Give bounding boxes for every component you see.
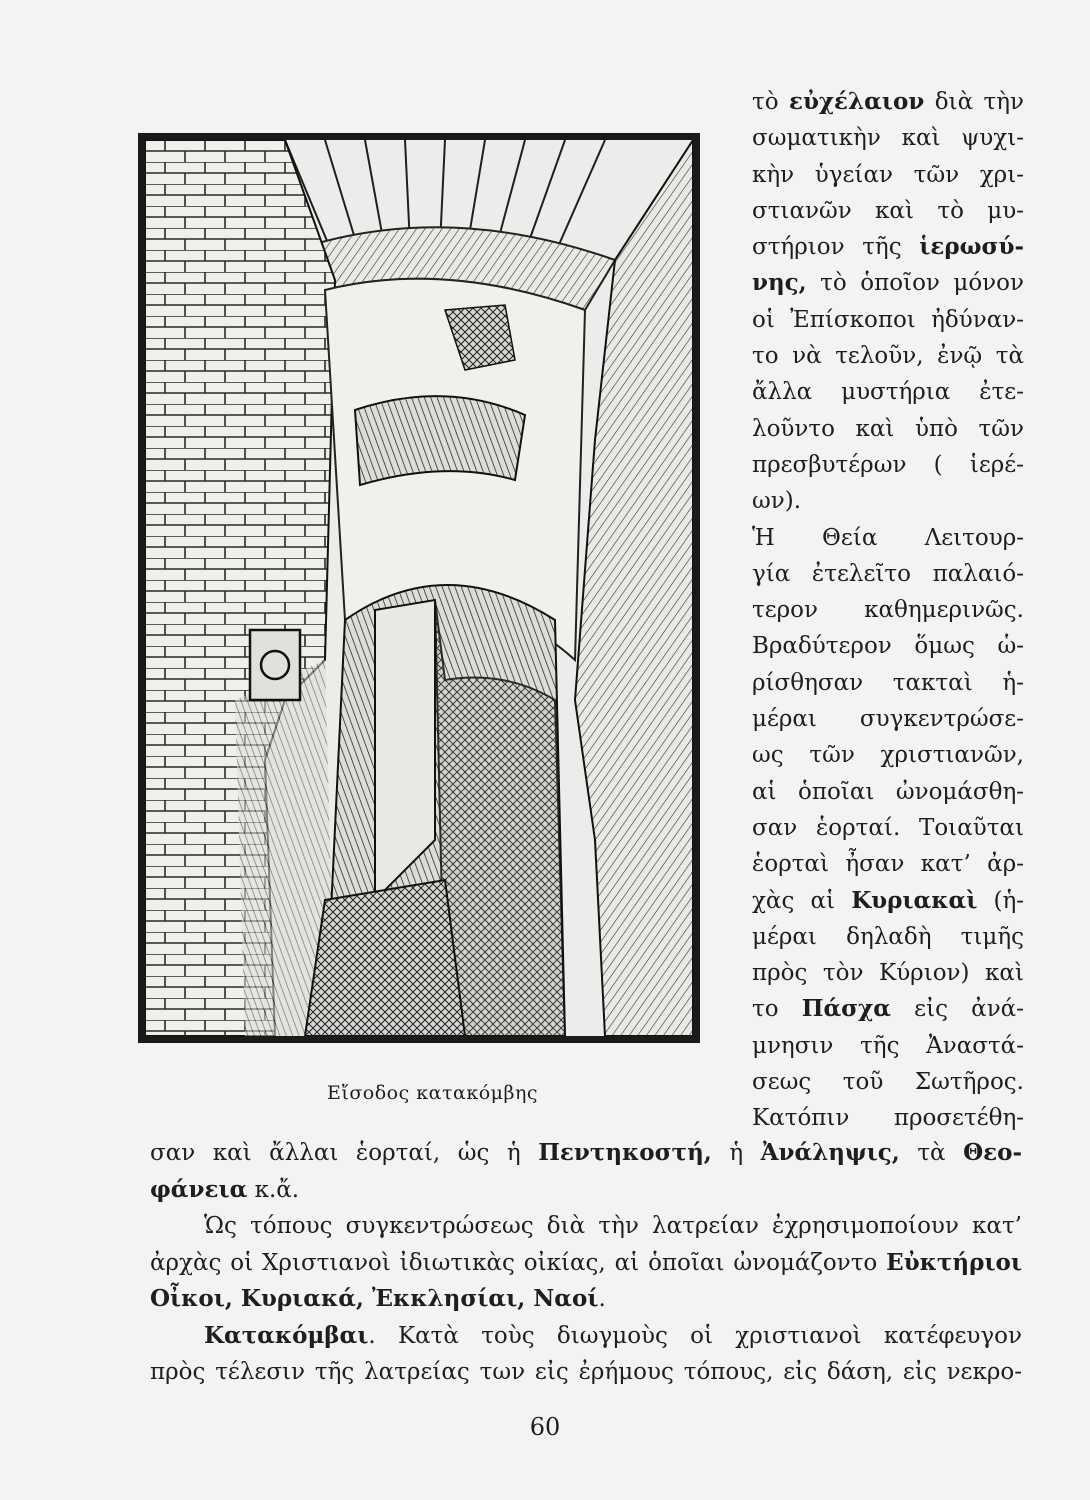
right-column-text	[752, 84, 1024, 1137]
text-line	[752, 846, 1024, 882]
page-number: 60	[529, 1413, 561, 1441]
bold-term: Θεο-	[963, 1139, 1022, 1166]
text-run: πρεσβυτέρων ( ἱερέ-	[752, 451, 1024, 478]
text-line	[752, 955, 1024, 991]
text-run: τὸ	[752, 89, 789, 115]
text-line	[150, 1318, 1022, 1355]
text-run: σεως τοῦ Σωτῆρος.	[752, 1069, 1024, 1096]
text-run: λοῦντο καὶ ὑπὸ τῶν	[752, 415, 1024, 442]
text-line	[752, 556, 1024, 592]
text-run: ἄλλα μυστήρια ἐτε-	[752, 379, 1024, 406]
text-run: ων).	[752, 488, 802, 515]
text-run: κὴν ὑγείαν τῶν χρι-	[752, 161, 1024, 188]
text-line	[752, 411, 1024, 447]
figure-caption: Εἴσοδος κατακόμβης	[327, 1082, 539, 1104]
text-line	[150, 1135, 1022, 1172]
text-run: το νὰ τελοῦν, ἐνῷ τὰ	[752, 343, 1024, 370]
text-line	[752, 1100, 1024, 1136]
text-line	[752, 919, 1024, 955]
text-run: ως τῶν χριστιανῶν,	[752, 742, 1024, 769]
text-line	[752, 701, 1024, 737]
text-run: σαν ἑορταί. Τοιαῦται	[752, 814, 1024, 841]
catacomb-illustration	[138, 133, 700, 1043]
text-line	[752, 84, 1024, 120]
text-run: κ.ἄ.	[247, 1176, 300, 1203]
text-line	[752, 265, 1024, 301]
bold-term: Οἶκοι, Κυριακά, Ἐκκλησίαι, Ναοί	[150, 1285, 599, 1312]
text-line	[752, 483, 1024, 519]
text-line	[752, 193, 1024, 229]
text-run: ἑορταὶ ἦσαν κατ’ ἀρ-	[752, 851, 1024, 878]
text-line	[752, 774, 1024, 810]
text-line	[752, 120, 1024, 156]
text-run: οἱ Ἐπίσκοποι ἠδύναν-	[752, 306, 1024, 333]
text-run: μέραι συγκεντρώσε-	[752, 706, 1024, 733]
text-line	[752, 592, 1024, 628]
text-line	[752, 520, 1024, 556]
bold-term: Πεντηκοστή,	[538, 1139, 712, 1166]
text-line	[150, 1172, 1022, 1209]
text-run: . Κατὰ τοὺς διωγμοὺς οἱ χριστιανοὶ κατέφευγον	[368, 1322, 1022, 1349]
text-run: στιανῶν καὶ τὸ μυ-	[752, 197, 1024, 224]
full-width-text	[150, 1135, 1022, 1391]
text-run: μέραι δηλαδὴ τιμῆς	[752, 923, 1024, 950]
text-run: Κατόπιν προσετέθη-	[752, 1105, 1024, 1132]
text-run: .	[598, 1286, 606, 1312]
text-run: σαν καὶ ἄλλαι ἑορταί, ὡς ἡ	[150, 1140, 539, 1166]
bold-term: ἱερωσύ-	[919, 233, 1024, 261]
text-line	[752, 374, 1024, 410]
text-run: ἡ	[711, 1140, 761, 1166]
bold-term: νης,	[752, 269, 807, 297]
text-line	[752, 628, 1024, 664]
text-run: αἱ ὁποῖαι ὠνομάσθη-	[752, 778, 1024, 805]
text-run: τὸ ὁποῖον μόνον	[806, 270, 1024, 297]
text-run: χὰς αἱ	[752, 887, 852, 914]
text-run: το	[752, 996, 802, 1023]
text-run: (ἡ-	[977, 887, 1024, 914]
text-line	[752, 302, 1024, 338]
bold-term: εὐχέλαιον	[788, 88, 925, 115]
text-line	[752, 338, 1024, 374]
text-run: σωματικὴν καὶ ψυχι-	[752, 125, 1024, 152]
text-run: Ὡς τόπους συγκεντρώσεως διὰ τὴν λατρείαν ἐχρησιμοποίουν κατ’	[204, 1213, 1022, 1239]
text-run: ἀρχὰς οἱ Χριστιανοὶ ἰδιωτικὰς οἰκίας, αἱ ὁποῖαι ὠνομάζοντο	[150, 1249, 887, 1276]
text-run: διὰ τὴν	[924, 89, 1024, 115]
text-line	[752, 737, 1024, 773]
bold-term: Κυριακαὶ	[851, 886, 978, 914]
text-run: πρὸς τὸν Κύριον) καὶ	[752, 960, 1024, 987]
text-line	[752, 157, 1024, 193]
text-line	[752, 810, 1024, 846]
text-line	[752, 665, 1024, 701]
bold-term: φάνεια	[150, 1175, 248, 1203]
text-line	[752, 1064, 1024, 1100]
text-run: Ἡ Θεία Λειτουρ-	[752, 524, 1024, 551]
text-run: τὰ	[899, 1140, 964, 1166]
text-run: Βραδύτερον ὅμως ὡ-	[752, 633, 1024, 660]
text-line	[150, 1354, 1022, 1391]
text-run: εἰς ἀνά-	[890, 996, 1024, 1023]
text-line	[150, 1281, 1022, 1318]
catacomb-drawing	[145, 140, 693, 1036]
bold-term: Εὐκτήριοι	[886, 1248, 1022, 1276]
text-line	[150, 1245, 1022, 1282]
text-line	[752, 883, 1024, 919]
text-run: ρίσθησαν τακταὶ ἡ-	[752, 669, 1024, 696]
text-line	[752, 1028, 1024, 1064]
text-line	[752, 991, 1024, 1027]
text-line	[752, 447, 1024, 483]
text-run: τερον καθημερινῶς.	[752, 597, 1024, 624]
text-run: μνησιν τῆς Ἀναστά-	[752, 1032, 1024, 1059]
bold-term: Πάσχα	[801, 995, 891, 1023]
bold-term: Κατακόμβαι	[204, 1321, 369, 1349]
text-run: στήριον τῆς	[752, 234, 920, 261]
text-run: πρὸς τέλεσιν τῆς λατρείας των εἰς ἐρήμους τόπους, εἰς δάση, εἰς νεκρο-	[150, 1359, 1022, 1385]
text-run: γία ἐτελεῖτο παλαιό-	[752, 560, 1024, 587]
text-line	[752, 229, 1024, 265]
bold-term: Ἀνάληψις,	[760, 1139, 900, 1166]
text-line	[150, 1208, 1022, 1245]
